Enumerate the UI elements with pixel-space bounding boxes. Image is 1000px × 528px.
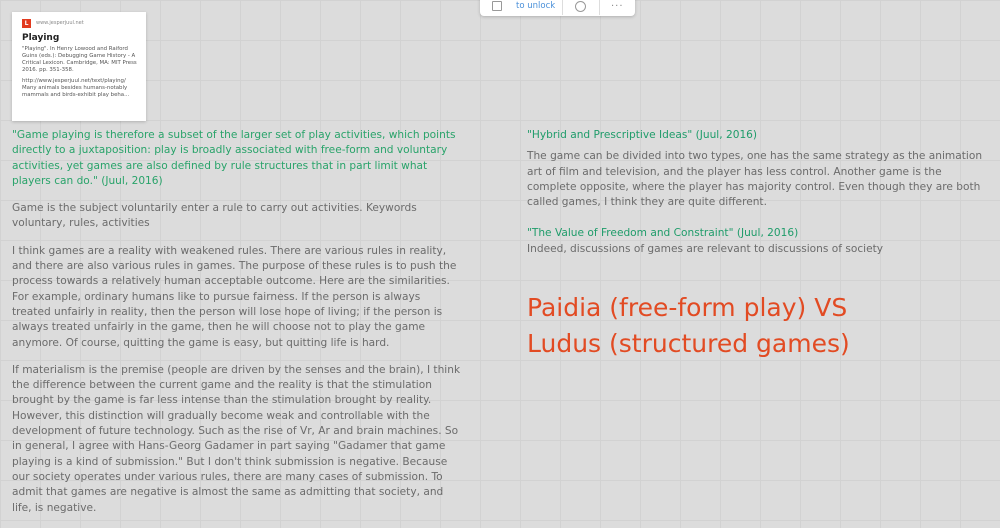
freedom-constraint-heading: "The Value of Freedom and Constraint" (Juul, 2016) (527, 227, 799, 240)
paidia-ludus-heading[interactable] (527, 290, 967, 362)
freedom-constraint-block (527, 226, 987, 257)
card-site-url: www.jesperjuul.net (36, 20, 84, 26)
comment-button[interactable] (563, 1, 599, 12)
card-header (22, 18, 138, 28)
comment-icon (575, 1, 586, 12)
card-desc-excerpt: http://www.jesperjuul.net/text/playing/ Many animals besides humans-notably mammals and birds-exhibit play beha... (22, 78, 130, 98)
card-desc-citation: "Playing". In Henry Lowood and Raiford Guins (eds.): Debugging Game History - A Critical Lexicon. Cambridge, MA: MIT Press 2016. pp. 351-358. (22, 46, 137, 73)
board-toolbar (480, 0, 635, 16)
more-options-button[interactable] (599, 1, 635, 12)
link-preview-card[interactable] (12, 12, 146, 121)
note-paragraph-1: Game is the subject voluntarily enter a rule to carry out activities. Keywords voluntary, rules, activities (12, 202, 417, 230)
ludus-line: Ludus (structured games) (527, 329, 850, 358)
card-description (22, 46, 138, 99)
note-paragraph-3: If materialism is the premise (people are driven by the senses and the brain), I think the difference between the current game and the reality is that the stimulation brought by the game is far less intense than the stimulation brought by reality. However, this distinction will gradually become weak and controllable with the development of future technology. Such as the rise of Vr, Ar and brain machines. So in general, I agree with Hans-Georg Gadamer in part saying "Gadamer that game playing is a kind of submission." But I don't think submission is negative. Because our society operates under various rules, there are many cases of submission. To admit that games are negative is almost the same as admitting that society, and life, is negative. (12, 363, 461, 514)
card-title: Playing (22, 33, 60, 43)
right-note[interactable] (527, 128, 987, 273)
hybrid-ideas-heading: "Hybrid and Prescriptive Ideas" (Juul, 2016) (527, 129, 758, 141)
site-favicon-icon: L (22, 19, 31, 28)
juul-quote: "Game playing is therefore a subset of the larger set of play activities, which points directly to a juxtaposition: play is broadly associated with free-form and voluntary activities, yet games are also defined by rule structures that in part limit what players can do." (Juul, 2016) (12, 129, 456, 187)
lock-icon (492, 1, 502, 11)
note-paragraph-2: I think games are a reality with weakened rules. There are various rules in reality, and there are also various rules in games. The purpose of these rules is to push the process towards a relatively human acceptable outcome. Here are the similarities. For example, ordinary humans like to pursue fairness. If the person is always treated unfairly in reality, then the person will lose hope of living; if the person is always treated unfairly in the game, then he will choose not to play the game anymore. Of course, quitting the game is easy, but quitting life is hard. (12, 244, 457, 349)
hybrid-ideas-text: The game can be divided into two types, one has the same strategy as the animation art of film and television, and the player has less control. Another game is the complete opposite, where the player has majority control. Even though they are both called games, I think they are quite different. (527, 150, 983, 209)
paidia-line: Paidia (free-form play) VS (527, 293, 848, 322)
unlock-button[interactable] (480, 1, 562, 11)
freedom-constraint-text: Indeed, discussions of games are relevant to discussions of society (527, 242, 884, 255)
left-note[interactable] (12, 128, 462, 528)
hybrid-ideas-block (527, 128, 987, 210)
more-icon: ··· (610, 0, 624, 12)
unlock-label: to unlock (516, 1, 556, 11)
